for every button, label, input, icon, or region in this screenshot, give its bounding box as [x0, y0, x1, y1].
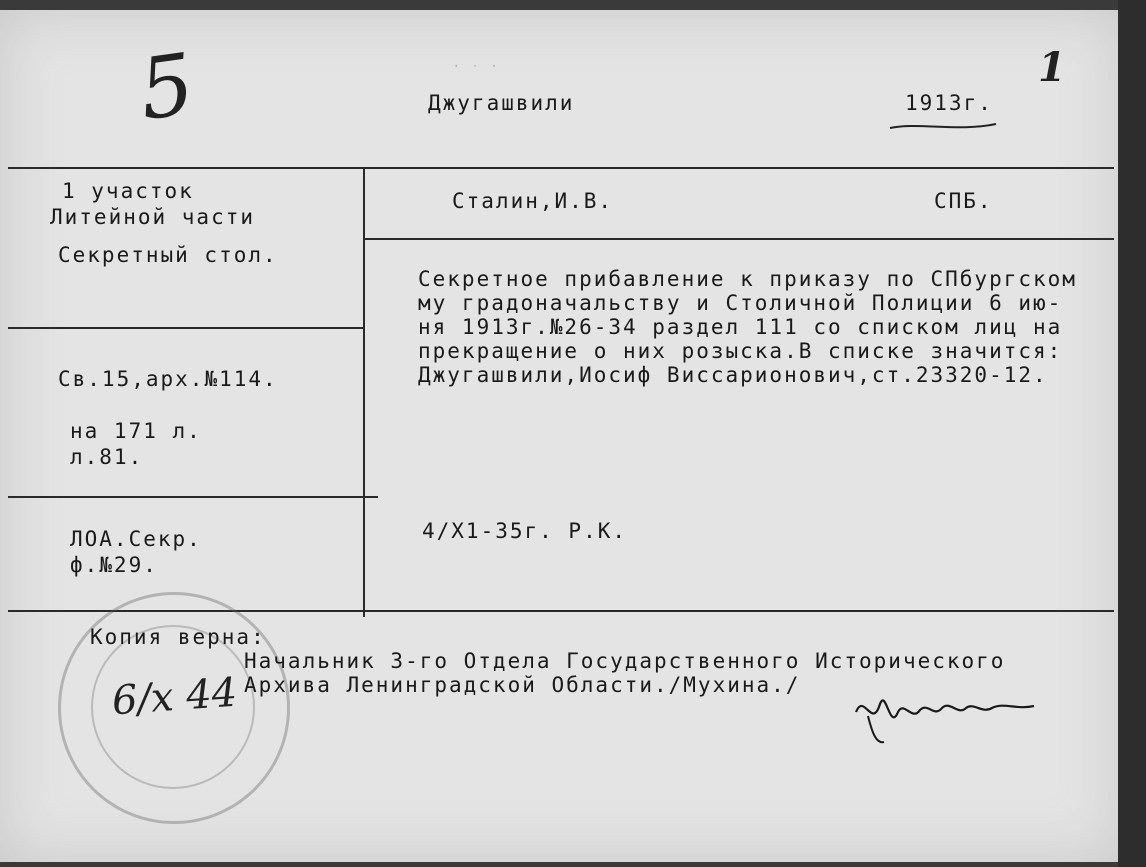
sheets-line2: л.81. [70, 445, 144, 469]
certification-line2: Архива Ленинградской Области./Мухина./ [244, 673, 801, 697]
certification-line1: Начальник 3-го Отдела Государственного Исторического [244, 649, 1006, 673]
body-line: прекращение о них розыска.В списке значится: [418, 339, 1063, 363]
column-divider [363, 167, 365, 617]
body-line: му градоначальству и Столичной Полиции 6 ию- [418, 291, 1063, 315]
signature [850, 682, 1040, 752]
dark-edge [1118, 0, 1146, 867]
body-line: ня 1913г.№26-34 раздел 111 со списком лиц на [418, 315, 1063, 339]
copy-true-label: Копия верна: [90, 625, 266, 649]
page-mark: 5 [133, 34, 201, 140]
top-rule [8, 167, 1114, 169]
fund-line1: ЛОА.Секр. [70, 527, 202, 551]
header-year: 1913г. [905, 91, 993, 115]
date-line: 4/Х1-35г. Р.К. [422, 519, 628, 543]
desk-label: Секретный стол. [58, 243, 278, 267]
subject-name: Сталин,И.В. [452, 189, 614, 213]
archive-ref: Св.15,арх.№114. [58, 367, 278, 391]
fund-line2: ф.№29. [70, 553, 158, 577]
left-rule-1 [8, 327, 363, 329]
sheet-number: 1 [1038, 44, 1066, 91]
handwritten-date: 6/х 44 [110, 669, 239, 725]
sheets-line1: на 171 л. [70, 419, 202, 443]
body-line: Секретное прибавление к приказу по СПбургском [418, 267, 1077, 291]
faint-mark: · ‧ · [452, 59, 501, 75]
subject-city: СПБ. [934, 189, 993, 213]
header-surname: Джугашвили [428, 91, 575, 115]
body-line: Джугашвили,Иосиф Виссарионович,ст.23320-12. [418, 363, 1048, 387]
district-line2: Литейной части [50, 205, 256, 229]
left-rule-2 [8, 496, 378, 498]
year-underline [888, 118, 998, 134]
archive-card [0, 10, 1122, 862]
district-line1: 1 участок [62, 179, 194, 203]
right-rule [365, 238, 1114, 240]
